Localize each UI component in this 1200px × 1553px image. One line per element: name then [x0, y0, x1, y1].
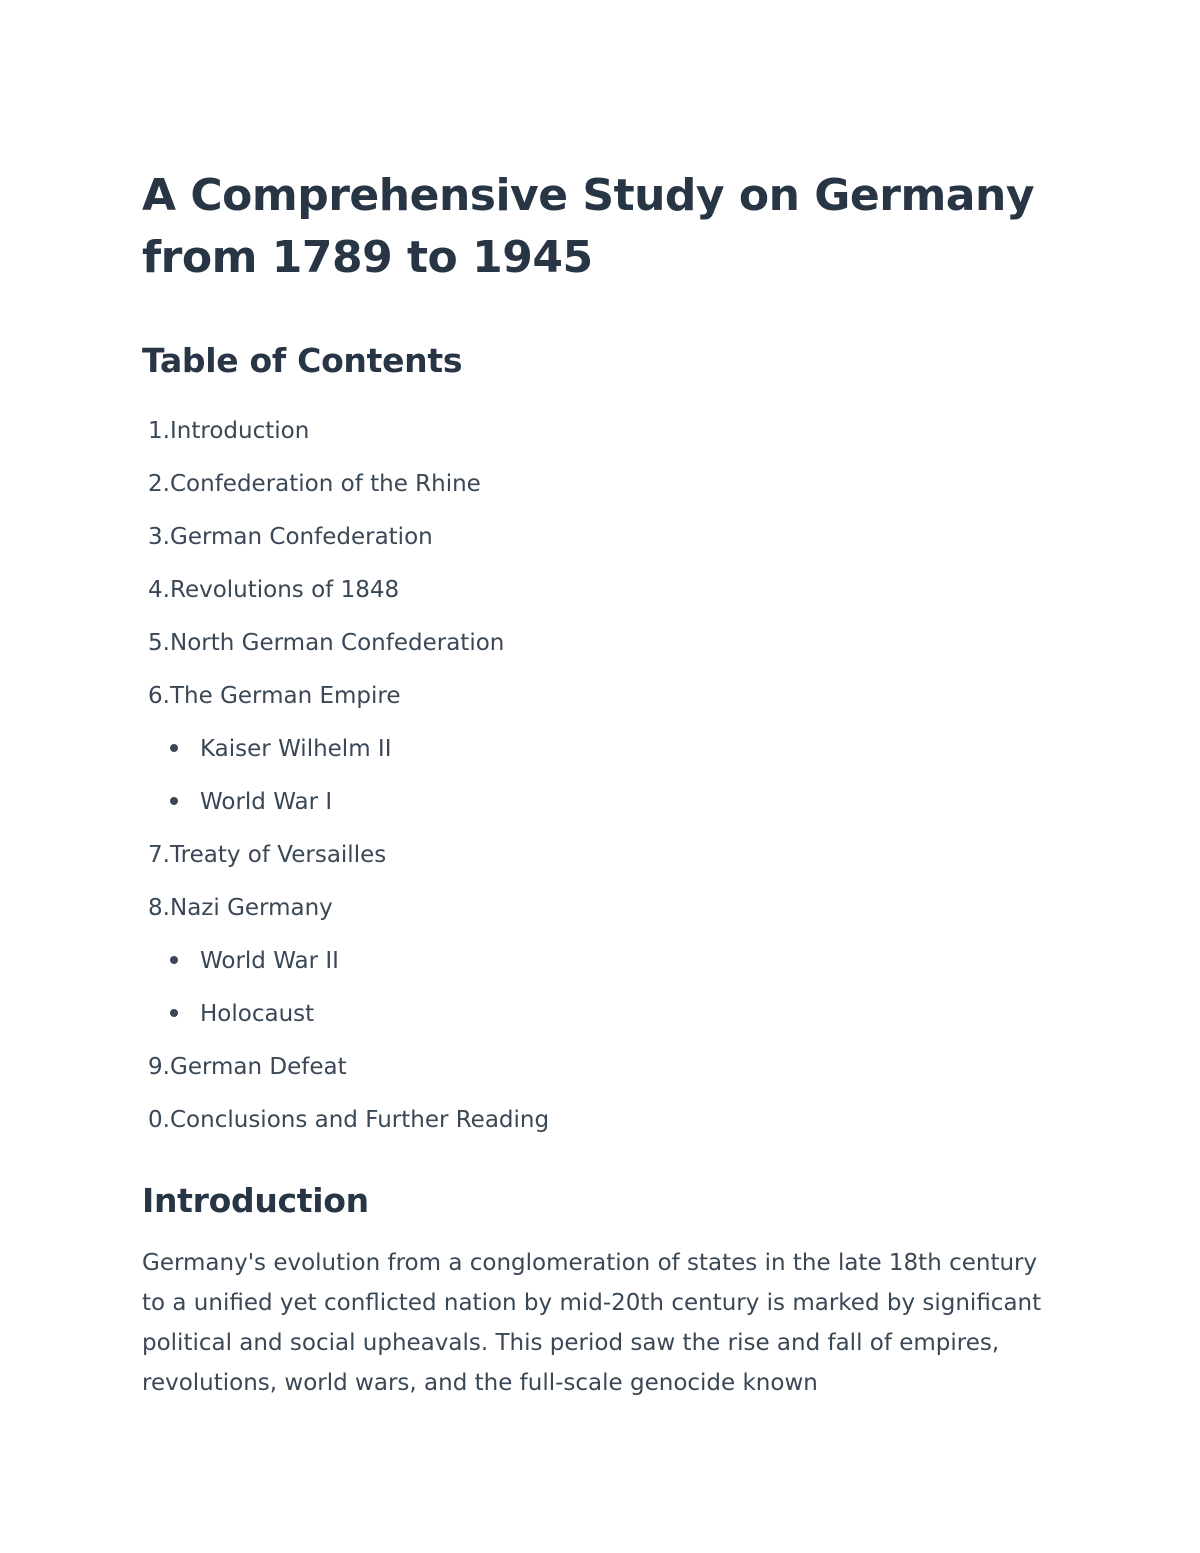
- toc-item-german-confederation: 3.German Confederation: [148, 524, 433, 550]
- toc-sublist-german-empire: [142, 723, 1062, 829]
- document-page: [142, 165, 1062, 1403]
- table-of-contents-end: [142, 1041, 1062, 1147]
- toc-item-introduction: 1.Introduction: [148, 418, 310, 444]
- title-line-2: from 1789 to 1945: [142, 232, 593, 283]
- table-of-contents: [142, 405, 1062, 723]
- bullet-icon: [170, 797, 178, 805]
- introduction-paragraph: Germany's evolution from a conglomeration of states in the late 18th century to a unified yet conflicted nation by mid-20th century is marked by significant political and social upheavals. This period saw the rise and fall of empires, revolutions, world wars, and the full-scale genocide known: [142, 1250, 1042, 1396]
- toc-item-german-defeat: 9.German Defeat: [148, 1054, 347, 1080]
- bullet-icon: [170, 744, 178, 752]
- toc-item-north-german-confederation: 5.North German Confederation: [148, 630, 505, 656]
- title-line-1: A Comprehensive Study on Germany: [142, 170, 1034, 221]
- toc-subitem-world-war-ii: World War II: [142, 935, 1062, 988]
- table-of-contents-continued: [142, 829, 1062, 935]
- bullet-icon: [170, 956, 178, 964]
- toc-item-confederation-of-the-rhine: 2.Confederation of the Rhine: [148, 471, 481, 497]
- toc-sublist-nazi-germany: [142, 935, 1062, 1041]
- toc-subitem-world-war-i: World War I: [142, 776, 1062, 829]
- toc-subitem-holocaust: Holocaust: [142, 988, 1062, 1041]
- toc-item-revolutions-of-1848: 4.Revolutions of 1848: [148, 577, 400, 603]
- toc-heading: Table of Contents: [142, 341, 463, 380]
- toc-item-nazi-germany: 8.Nazi Germany: [148, 895, 333, 921]
- document-title: [142, 165, 1062, 289]
- toc-item-german-empire: 6.The German Empire: [148, 683, 401, 709]
- toc-item-conclusions: 0.Conclusions and Further Reading: [148, 1107, 550, 1133]
- toc-subitem-kaiser-wilhelm-ii: Kaiser Wilhelm II: [142, 723, 1062, 776]
- bullet-icon: [170, 1009, 178, 1017]
- introduction-heading: Introduction: [142, 1181, 369, 1220]
- toc-item-treaty-of-versailles: 7.Treaty of Versailles: [148, 842, 387, 868]
